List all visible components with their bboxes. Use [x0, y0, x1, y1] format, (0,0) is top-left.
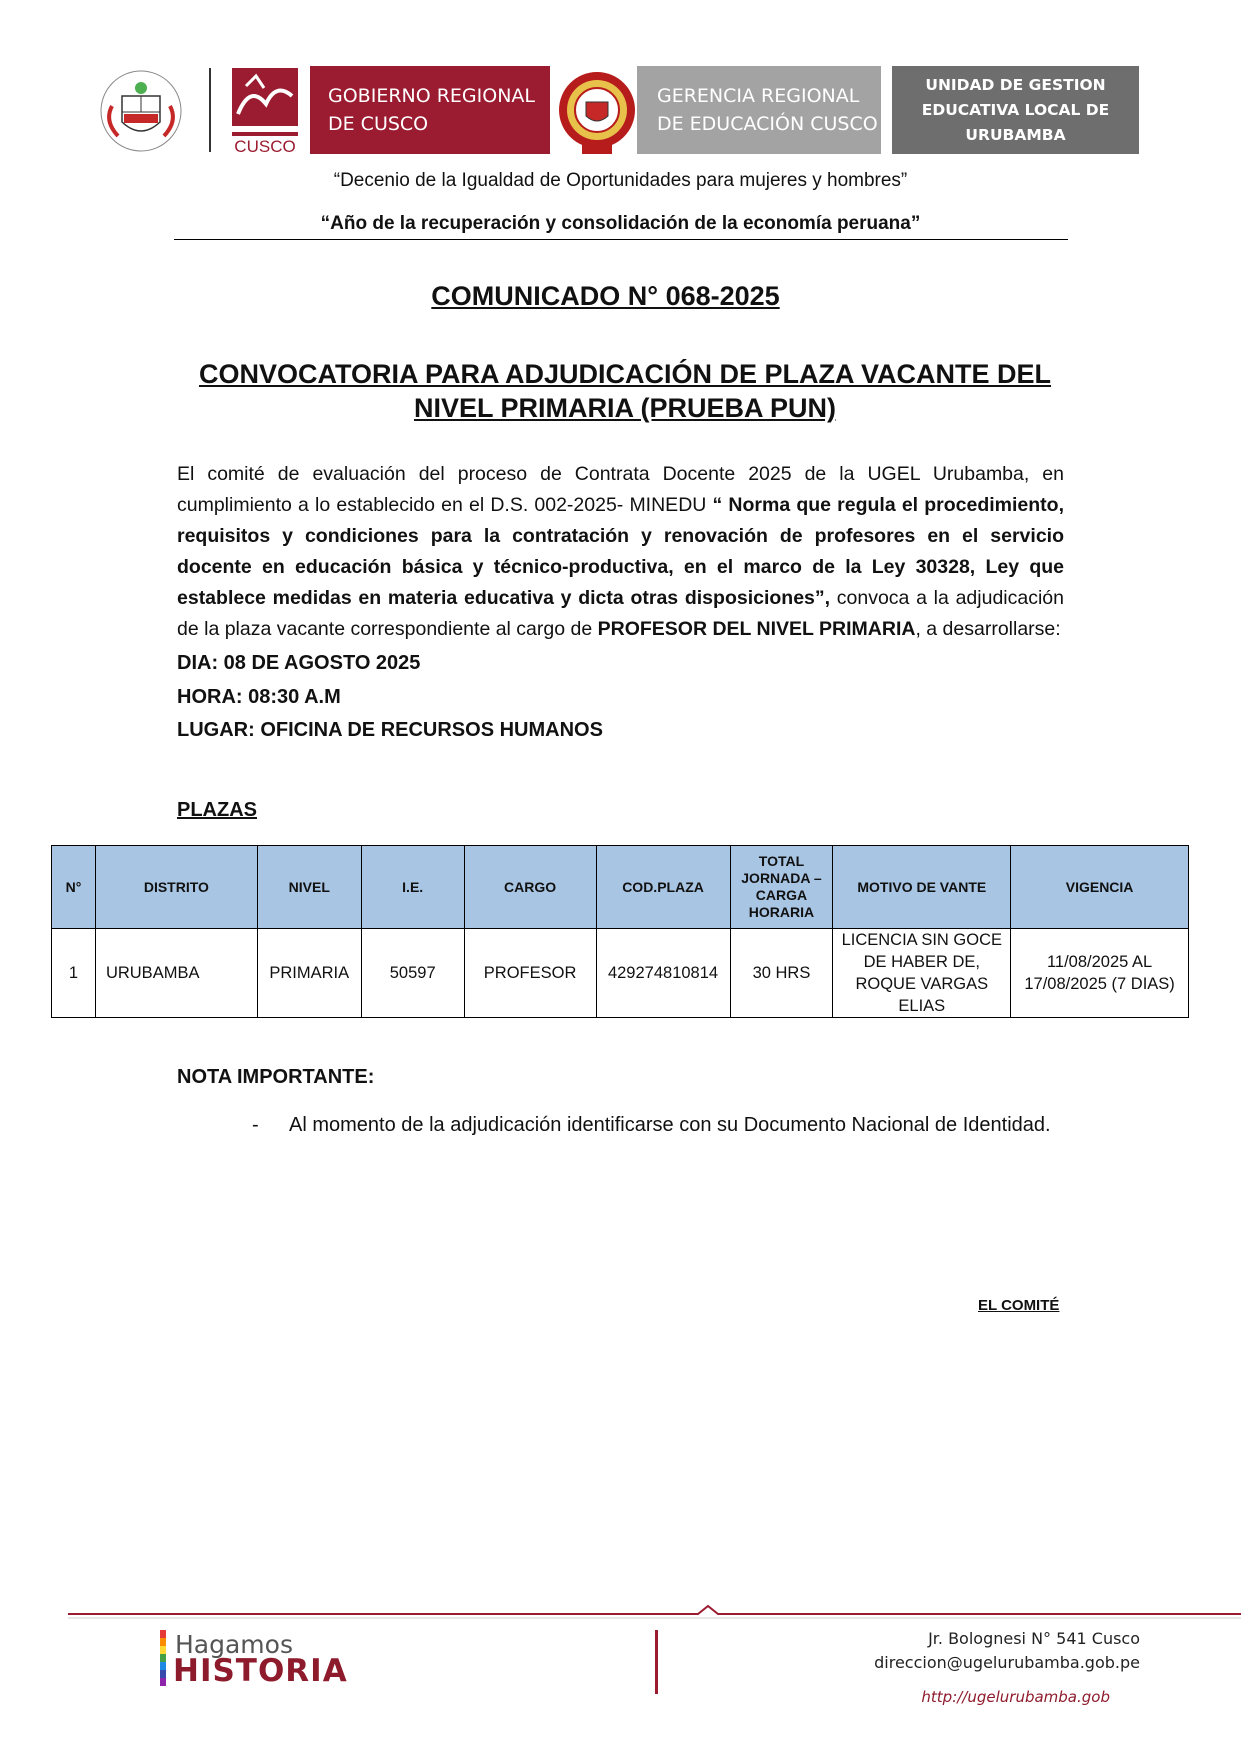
page-header	[0, 66, 1241, 156]
gerencia-line-1: GERENCIA REGIONAL	[657, 85, 860, 107]
year-motto: “Año de la recuperación y consolidación de la economía peruana”	[320, 213, 921, 234]
table-header-row	[52, 846, 1189, 929]
gerencia-regional-banner	[637, 66, 881, 154]
info-dia: DIA: 08 DE AGOSTO 2025	[177, 652, 421, 674]
nota-item: Al momento de la adjudicación identificarse con su Documento Nacional de Identidad.	[289, 1114, 1051, 1136]
nota-title: NOTA IMPORTANTE:	[177, 1066, 375, 1088]
table-cell: PROFESOR	[464, 929, 596, 1018]
header-cell: VIGENCIA	[1011, 846, 1189, 929]
table-cell: PRIMARIA	[257, 929, 361, 1018]
body-paragraph	[177, 459, 1064, 645]
comunicado-title: COMUNICADO N° 068-2025	[431, 281, 780, 311]
peru-coat-of-arms-icon	[92, 66, 190, 156]
gobierno-line-2: DE CUSCO	[328, 113, 429, 135]
gerencia-line-2: DE EDUCACIÓN CUSCO	[657, 113, 878, 135]
ugel-banner	[892, 66, 1139, 154]
signature-comite: EL COMITÉ	[978, 1297, 1060, 1314]
body-norma: “ Norma que regula el procedimiento, requisitos y condiciones para la contratación y renovación de profesores en el servicio docente en educación básica y técnico-productiva, en el marco de la Ley 30328, Ley que establece medidas en materia educativa y dicta otras disposiciones”,	[177, 494, 1064, 609]
convocatoria-title	[180, 357, 1070, 425]
footer-historia: HISTORIA	[173, 1653, 348, 1689]
ugel-line-1: UNIDAD DE GESTION	[925, 75, 1106, 94]
footer-divider	[655, 1630, 658, 1694]
header-cell: COD.PLAZA	[596, 846, 730, 929]
table-cell: LICENCIA SIN GOCE DE HABER DE, ROQUE VARGAS ELIAS	[833, 929, 1011, 1018]
cusco-logo-icon	[226, 66, 306, 156]
convocatoria-line-2: NIVEL PRIMARIA (PRUEBA PUN)	[413, 393, 837, 423]
header-divider	[209, 68, 211, 152]
gerencia-emblem-icon	[556, 66, 638, 156]
plazas-title: PLAZAS	[177, 799, 257, 821]
header-cell: I.E.	[361, 846, 464, 929]
footer-hagamos: Hagamos	[175, 1630, 293, 1659]
rainbow-bar-icon	[160, 1630, 166, 1686]
plazas-table	[51, 845, 1189, 1018]
gobierno-regional-banner	[310, 66, 550, 154]
info-hora: HORA: 08:30 A.M	[177, 686, 341, 708]
table-cell: URUBAMBA	[95, 929, 257, 1018]
header-rule	[174, 239, 1068, 240]
header-cell: NIVEL	[257, 846, 361, 929]
footer-rule	[68, 1604, 1241, 1622]
ugel-line-2: EDUCATIVA LOCAL DE	[921, 100, 1110, 119]
svg-text:CUSCO: CUSCO	[234, 137, 296, 156]
body-cargo: PROFESOR DEL NIVEL PRIMARIA	[597, 618, 916, 640]
table-cell: 1	[52, 929, 96, 1018]
table-cell: 11/08/2025 AL 17/08/2025 (7 DIAS)	[1011, 929, 1189, 1018]
footer-address: Jr. Bolognesi N° 541 Cusco	[928, 1629, 1140, 1648]
body-intro: El comité de evaluación del proceso de Contrata Docente 2025 de la UGEL Urubamba, en cumplimiento a lo establecido en el D.S. 002-2025- MINEDU	[177, 463, 1064, 516]
header-cell: DISTRITO	[95, 846, 257, 929]
body-end: , a desarrollarse:	[915, 618, 1061, 640]
table-cell: 429274810814	[596, 929, 730, 1018]
header-cell: CARGO	[464, 846, 596, 929]
header-cell: MOTIVO DE VANTE	[833, 846, 1011, 929]
footer-website-link[interactable]: http://ugelurubamba.gob	[921, 1688, 1110, 1706]
nota-bullet: -	[252, 1114, 259, 1136]
info-lugar: LUGAR: OFICINA DE RECURSOS HUMANOS	[177, 719, 603, 741]
gobierno-line-1: GOBIERNO REGIONAL	[328, 85, 536, 107]
convocatoria-line-1: CONVOCATORIA PARA ADJUDICACIÓN DE PLAZA VACANTE DEL	[198, 359, 1052, 389]
header-cell: N°	[52, 846, 96, 929]
table-cell: 30 HRS	[730, 929, 833, 1018]
decenio-motto: “Decenio de la Igualdad de Oportunidades para mujeres y hombres”	[333, 170, 908, 191]
ugel-line-3: URUBAMBA	[965, 125, 1066, 144]
footer-email[interactable]: direccion@ugelurubamba.gob.pe	[874, 1653, 1140, 1672]
body-convoca: convoca a la adjudicación de la plaza vacante correspondiente al cargo de	[177, 587, 1064, 640]
table-cell: 50597	[361, 929, 464, 1018]
header-cell: TOTAL JORNADA – CARGA HORARIA	[730, 846, 833, 929]
table-row	[52, 929, 1189, 1018]
